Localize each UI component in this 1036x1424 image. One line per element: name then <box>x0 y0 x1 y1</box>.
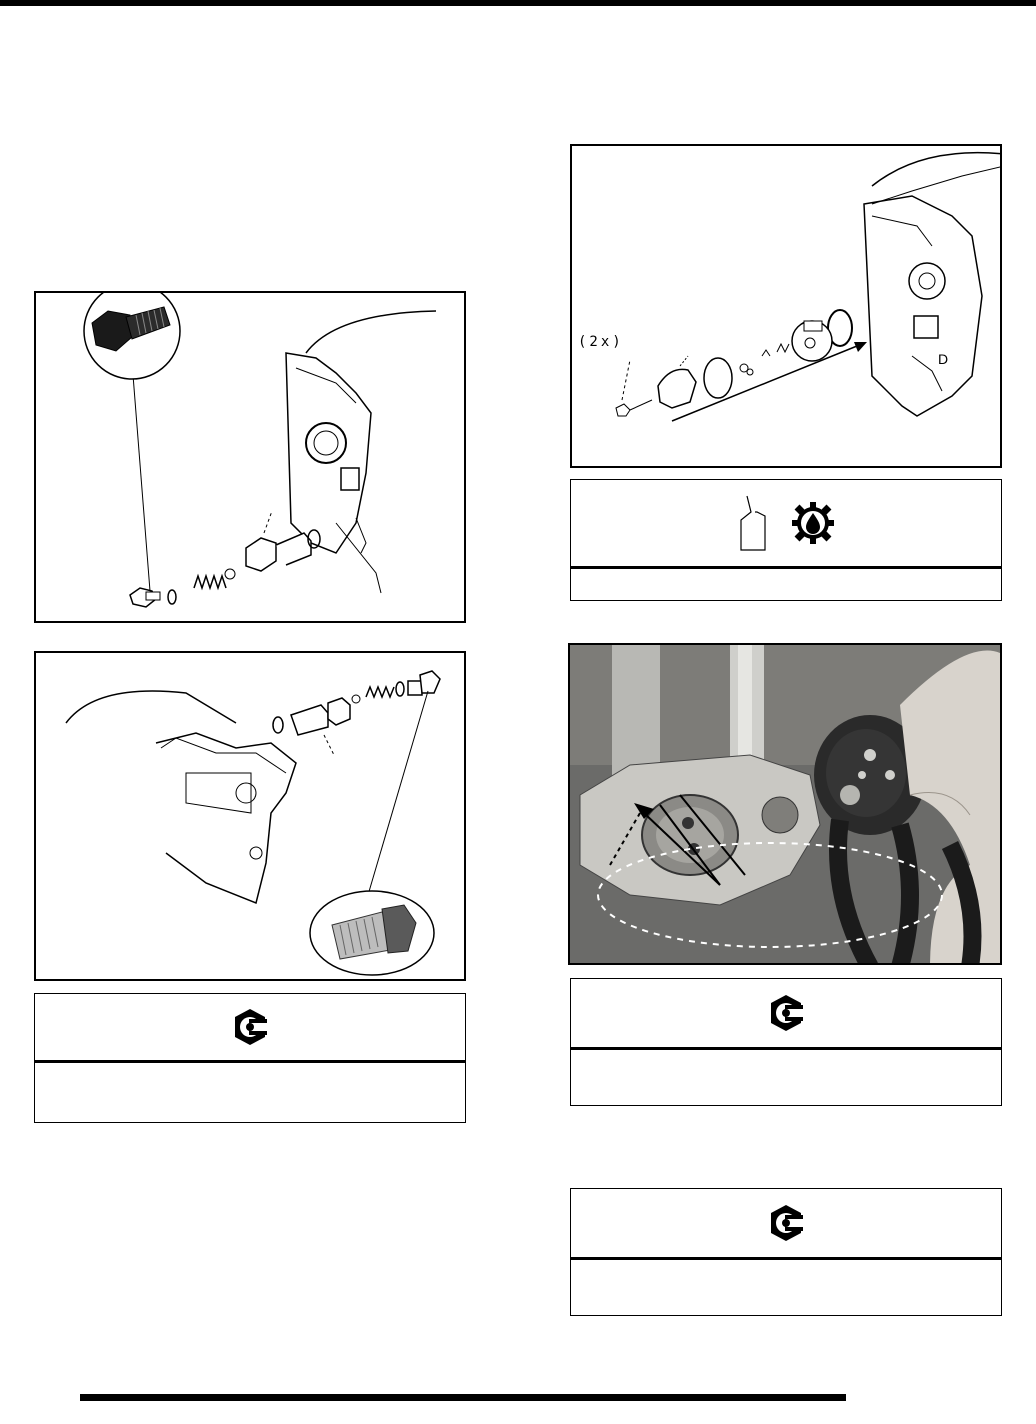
figure-relief-valve-upper <box>34 291 466 623</box>
spec-text <box>571 1050 1001 1105</box>
spec-head <box>571 480 1001 566</box>
spec-head <box>571 979 1001 1047</box>
oil-pump-photo <box>570 645 1002 965</box>
header-rule <box>0 0 1036 6</box>
gear-oil-drop-icon <box>791 501 835 545</box>
quantity-callout: (2x) <box>578 334 624 350</box>
figure-oil-pump-exploded <box>570 144 1002 468</box>
relief-valve-drawing-2 <box>36 653 466 981</box>
torque-spec-box-right-2 <box>570 1188 1002 1316</box>
lubricant-spec-box <box>570 479 1002 601</box>
oil-pump-drawing <box>572 146 1002 468</box>
torque-spec-box-right-1 <box>570 978 1002 1106</box>
spec-head <box>35 994 465 1060</box>
figure-relief-valve-lower <box>34 651 466 981</box>
figure-oil-pump-photo <box>568 643 1002 965</box>
spec-text <box>35 1063 465 1122</box>
oil-bottle-icon <box>737 494 767 552</box>
relief-valve-drawing <box>36 293 466 623</box>
spec-text <box>571 569 1001 600</box>
torque-wrench-icon <box>233 1008 267 1046</box>
torque-spec-box-left <box>34 993 466 1123</box>
footer-rule <box>80 1394 846 1401</box>
spec-text <box>571 1260 1001 1315</box>
torque-wrench-icon <box>769 994 803 1032</box>
spec-head <box>571 1189 1001 1257</box>
torque-wrench-icon <box>769 1204 803 1242</box>
svg-text:D: D <box>938 351 949 367</box>
